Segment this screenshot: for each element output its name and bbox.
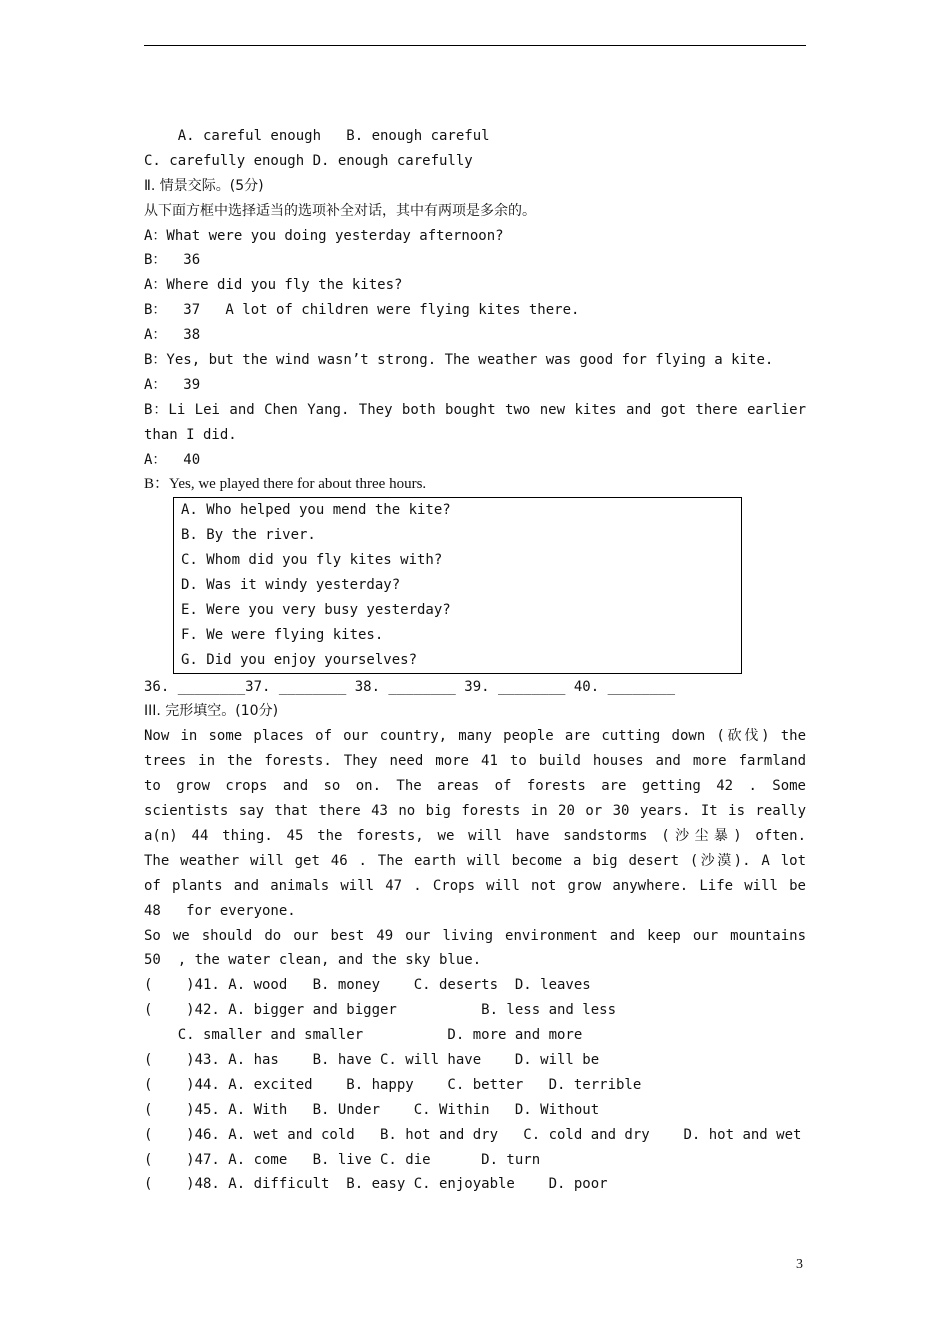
section-2-heading: Ⅱ. 情景交际。(5分) — [144, 177, 264, 194]
question-line: ( )42. A. bigger and bigger B. less and less — [144, 1002, 617, 1019]
box-option: C. Whom did you fly kites with? — [181, 552, 443, 569]
box-option: F. We were flying kites. — [181, 626, 384, 643]
question-line: ( )45. A. With B. Under C. Within D. Without — [144, 1101, 600, 1118]
passage-line: of plants and animals will 47 . Crops will not grow anywhere. Life will be — [144, 877, 806, 894]
dialogue-line: A： 38 — [144, 327, 201, 344]
answer-blanks-line: 36. ________37. ________ 38. ________ 39. ________ 40. ________ — [144, 678, 676, 695]
dialogue-line: A： 40 — [144, 451, 201, 468]
page-content — [144, 124, 806, 1197]
section-3-heading: III. 完形填空。(10分) — [144, 703, 279, 720]
passage-line: Now in some places of our country, many people are cutting down (砍伐) the — [144, 728, 806, 745]
dialogue-line: B： 36 — [144, 252, 201, 269]
dialogue-line: B：Yes, but the wind wasn’t strong. The weather was good for flying a kite. — [144, 352, 774, 369]
dialogue-line: B：Li Lei and Chen Yang. They both bought two new kites and got there earlier — [144, 401, 806, 418]
dialogue-line: than I did. — [144, 426, 237, 443]
passage-line: 48 for everyone. — [144, 902, 296, 919]
option-line: A. careful enough B. enough careful — [144, 128, 490, 144]
box-option: D. Was it windy yesterday? — [181, 577, 401, 594]
section-2-instruction: 从下面方框中选择适当的选项补全对话，其中有两项是多余的。 — [144, 202, 536, 219]
question-line: ( )47. A. come B. live C. die D. turn — [144, 1151, 541, 1168]
option-line: C. carefully enough D. enough carefully — [144, 152, 473, 169]
passage-line: a(n) 44 thing. 45 the forests, we will have sandstorms (沙尘暴) often. — [144, 827, 806, 844]
question-line: C. smaller and smaller D. more and more — [144, 1027, 583, 1044]
box-option: E. Were you very busy yesterday? — [181, 601, 451, 618]
dialogue-line: A：What were you doing yesterday afternoon? — [144, 227, 504, 244]
passage-line: to grow crops and so on. The areas of forests are getting 42 . Some — [144, 778, 806, 795]
page-number: 3 — [796, 1257, 803, 1272]
passage-line: The weather will get 46 . The earth will become a big desert (沙漠). A lot — [144, 852, 806, 869]
passage-line: 50 , the water clean, and the sky blue. — [144, 952, 482, 969]
passage-line: So we should do our best 49 our living environment and keep our mountains — [144, 927, 806, 944]
question-line: ( )41. A. wood B. money C. deserts D. leaves — [144, 977, 591, 994]
dialogue-line: A：Where did you fly the kites? — [144, 277, 403, 294]
dialogue-line-last: B：Yes, we played there for about three hours. — [144, 476, 427, 493]
options-box — [173, 497, 742, 673]
box-option: B. By the river. — [181, 527, 316, 544]
question-line: ( )48. A. difficult B. easy C. enjoyable D. poor — [144, 1176, 608, 1193]
box-option: A. Who helped you mend the kite? — [181, 502, 451, 519]
question-line: ( )43. A. has B. have C. will have D. will be — [144, 1051, 600, 1068]
passage-line: trees in the forests. They need more 41 to build houses and more farmland — [144, 753, 806, 770]
question-line: ( )44. A. excited B. happy C. better D. terrible — [144, 1076, 642, 1093]
dialogue-line: A： 39 — [144, 376, 201, 393]
passage-line: scientists say that there 43 no big forests in 20 or 30 years. It is really — [144, 803, 806, 820]
question-line: ( )46. A. wet and cold B. hot and dry C. cold and dry D. hot and wet — [144, 1126, 802, 1143]
dialogue-line: B： 37 A lot of children were flying kites there. — [144, 302, 580, 319]
header-rule — [144, 45, 806, 46]
box-option: G. Did you enjoy yourselves? — [181, 651, 418, 668]
